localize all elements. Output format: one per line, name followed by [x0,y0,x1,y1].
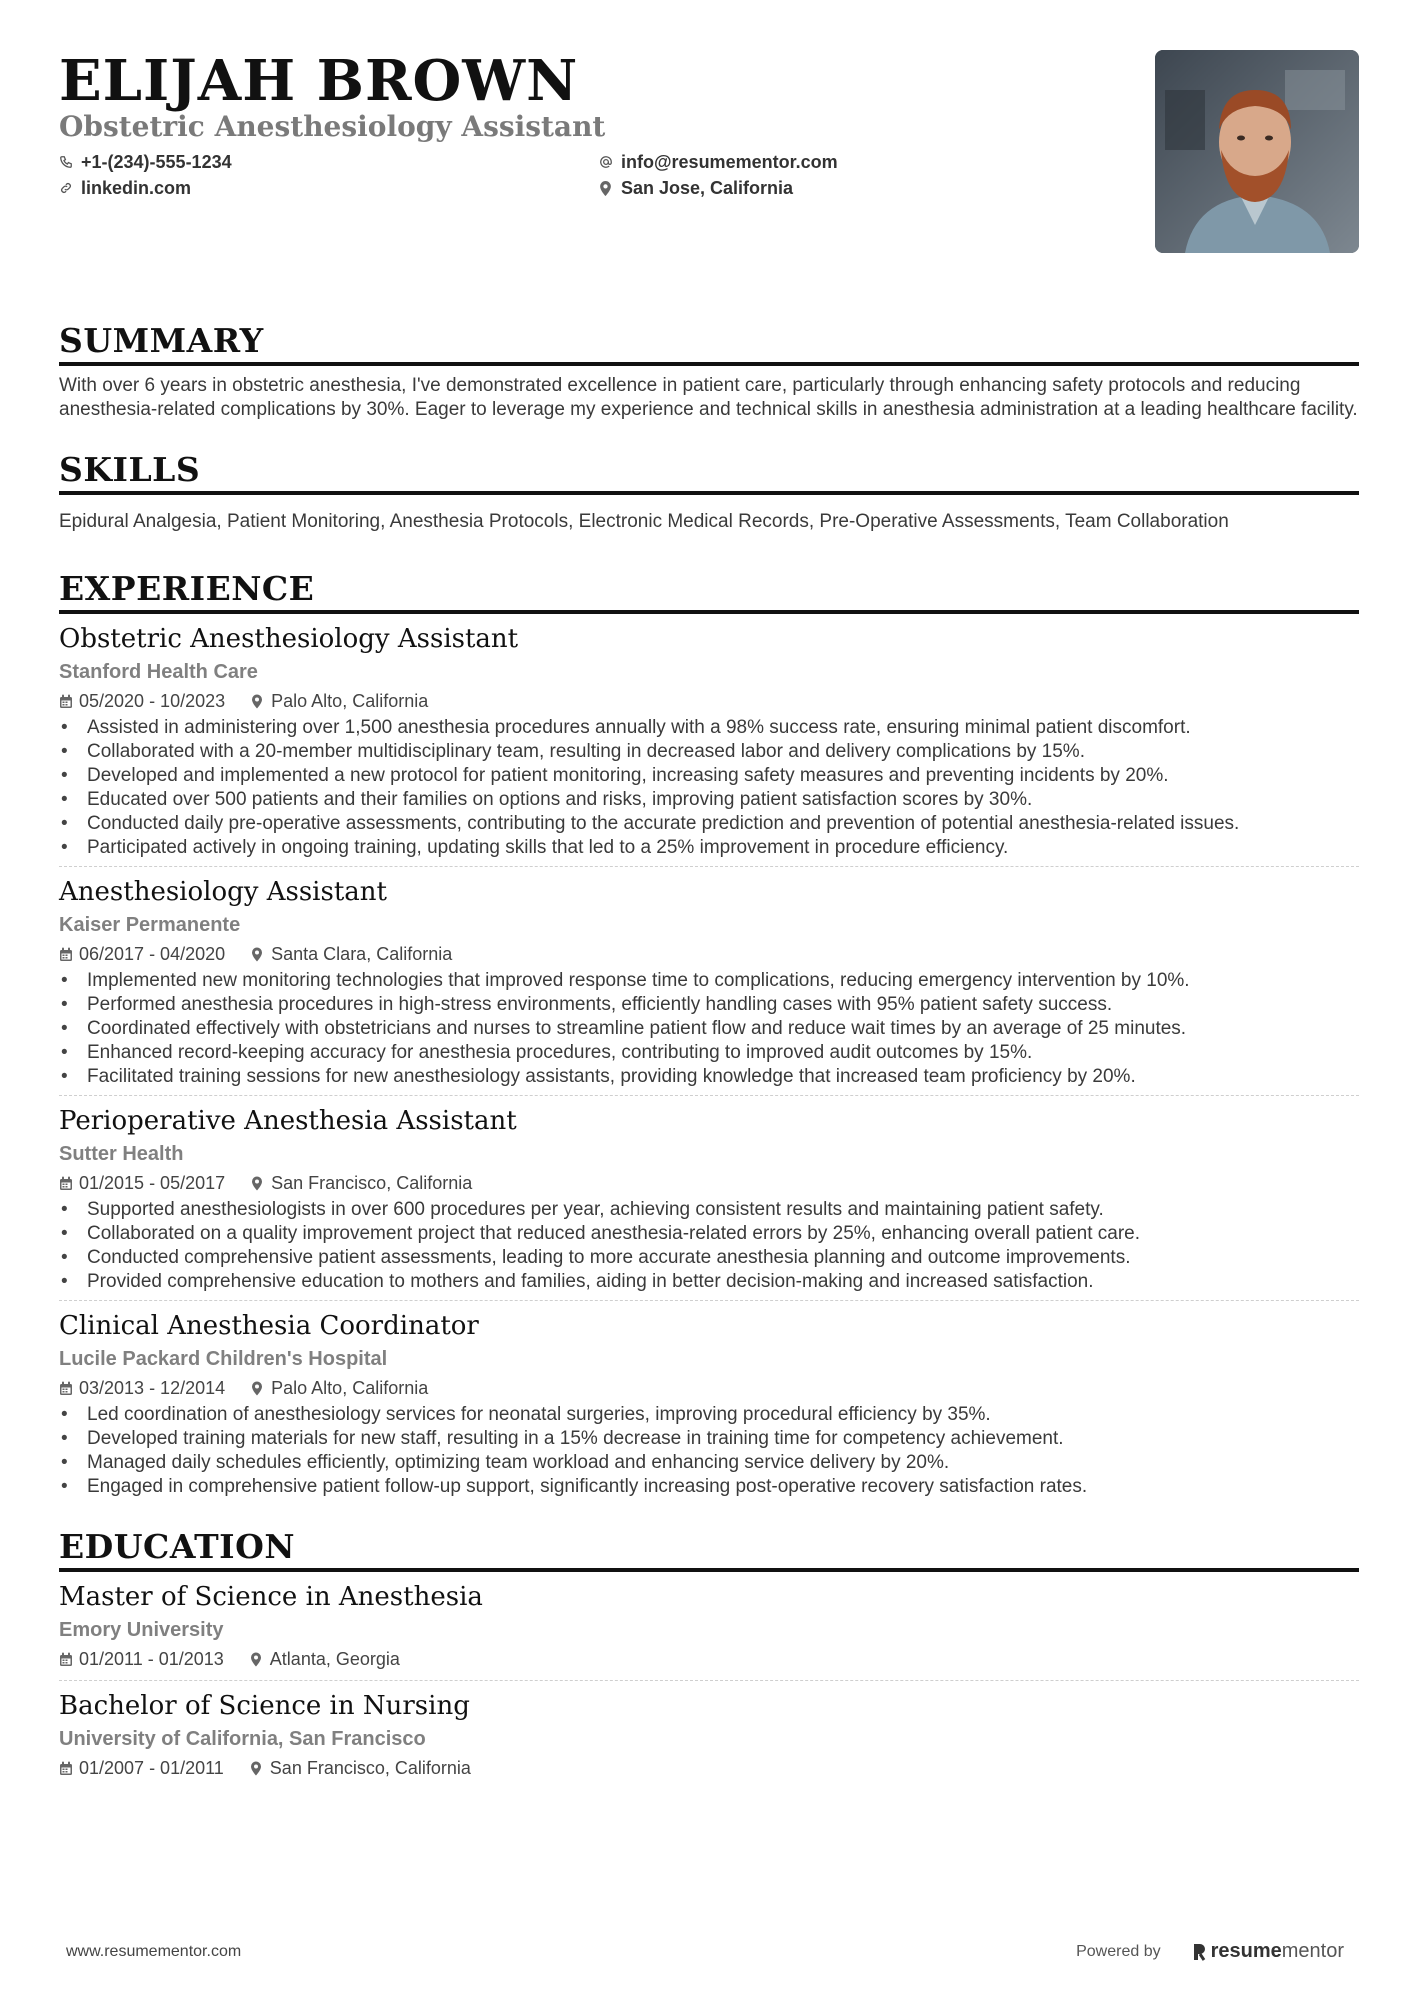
school-name: Emory University [59,1619,224,1641]
bullet-item: • Collaborated on a quality improvement project that reduced anesthesia-related errors by 25%, enhancing overall patient care. [59,1222,1359,1246]
date-range: 01/2007 - 01/2011 [79,1758,224,1778]
job-location: Santa Clara, California [271,944,453,964]
date-range: 05/2020 - 10/2023 [79,691,226,711]
education-entry [59,1572,1359,1681]
date-range: 01/2015 - 05/2017 [79,1173,226,1193]
job-title: Clinical Anesthesia Coordinator [59,1311,479,1341]
job-entry [59,614,1359,867]
meta-row [59,1172,1359,1194]
company-name: Kaiser Permanente [59,914,241,936]
section-rule [59,491,1359,495]
meta-row [59,1757,1359,1779]
map-pin-icon [250,1761,270,1776]
summary-text: With over 6 years in obstetric anesthesia, I've demonstrated excellence in patient care, particularly through enhancing safety protocols and reducing anesthesia-related complications by 30%. Eager to leverage my experience and technical skills in anesthesia administration at a leading healthcare facility. [59,375,1358,420]
skills-section [59,450,1359,535]
date-range: 01/2011 - 01/2013 [79,1649,224,1669]
bullet-item: • Implemented new monitoring technologies that improved response time to complications, reducing emergency intervention by 10%. [59,969,1359,993]
meta-row [59,690,1359,712]
bullet-item: • Managed daily schedules efficiently, optimizing team workload and enhancing service delivery by 20%. [59,1451,1359,1475]
experience-list [59,614,1359,1499]
degree-title: Master of Science in Anesthesia [59,1582,483,1612]
bullet-item: • Performed anesthesia procedures in high-stress environments, efficiently handling cases with 95% patient safety success. [59,993,1359,1017]
skills-text: Epidural Analgesia, Patient Monitoring, Anesthesia Protocols, Electronic Medical Records, Pre-Operative Assessments, Team Collaboration [59,511,1229,532]
link-icon [59,181,81,195]
bullet-item: • Developed and implemented a new protocol for patient monitoring, increasing safety measures and preventing incidents by 20%. [59,764,1359,788]
powered-by [1076,1940,1344,1963]
job-bullets [59,969,1359,1089]
map-pin-icon [251,947,271,962]
contact-phone [59,152,599,172]
job-bullets [59,1198,1359,1294]
brand-name-light: mentor [1281,1940,1344,1962]
calendar-icon [59,1761,79,1776]
school-name: University of California, San Francisco [59,1728,426,1750]
map-pin-icon [250,1652,270,1667]
map-pin-icon [251,1176,271,1191]
job-location: Palo Alto, California [271,691,429,711]
bullet-item: • Engaged in comprehensive patient follow-up support, significantly increasing post-operative recovery satisfaction rates. [59,1475,1359,1499]
meta-row [59,1377,1359,1399]
bullet-item: • Conducted comprehensive patient assessments, leading to more accurate anesthesia planning and outcome improvements. [59,1246,1359,1270]
location-text: San Jose, California [621,177,794,198]
bullet-item: • Coordinated effectively with obstetricians and nurses to streamline patient flow and reduce wait times by an average of 25 minutes. [59,1017,1359,1041]
bullet-item: • Supported anesthesiologists in over 600 procedures per year, achieving consistent results and maintaining patient safety. [59,1198,1359,1222]
job-entry [59,1096,1359,1301]
bullet-item: • Facilitated training sessions for new anesthesiology assistants, providing knowledge that increased team proficiency by 20%. [59,1065,1359,1089]
bullet-item: • Collaborated with a 20-member multidisciplinary team, resulting in decreased labor and delivery complications by 15%. [59,740,1359,764]
degree-title: Bachelor of Science in Nursing [59,1691,470,1721]
map-pin-icon [599,181,621,196]
meta-row [59,943,1359,965]
company-name: Sutter Health [59,1143,184,1165]
education-heading: EDUCATION [59,1527,296,1566]
company-name: Stanford Health Care [59,661,258,683]
job-title: Obstetric Anesthesiology Assistant [59,624,519,654]
bullet-item: • Developed training materials for new staff, resulting in a 15% decrease in training time for competency achievement. [59,1427,1359,1451]
job-location: Palo Alto, California [271,1378,429,1398]
email-link[interactable]: info@resumementor.com [621,151,838,172]
education-entry [59,1681,1359,1779]
job-location: San Francisco, California [271,1173,473,1193]
contact-email [599,152,999,172]
job-bullets [59,716,1359,860]
brand-logo[interactable] [1191,1940,1344,1963]
job-location: San Francisco, California [269,1758,471,1778]
bullet-item: • Educated over 500 patients and their families on options and risks, improving patient satisfaction scores by 30%. [59,788,1359,812]
summary-section [59,321,1359,422]
phone-icon [59,155,81,169]
at-icon [599,155,621,169]
map-pin-icon [251,1381,271,1396]
brand-logo-icon [1191,1942,1207,1962]
job-location: Atlanta, Georgia [269,1649,400,1669]
experience-section [59,569,1359,1499]
date-range: 03/2013 - 12/2014 [79,1378,226,1398]
calendar-icon [59,1652,79,1667]
calendar-icon [59,1176,79,1191]
job-title: Anesthesiology Assistant [59,877,387,907]
contact-linkedin [59,178,599,198]
bullet-item: • Participated actively in ongoing training, updating skills that led to a 25% improvement in procedure efficiency. [59,836,1359,860]
education-list [59,1572,1359,1779]
meta-row [59,1648,1359,1670]
linkedin-link[interactable]: linkedin.com [81,177,192,198]
candidate-name: ELIJAH BROWN [59,48,579,114]
bullet-item: • Enhanced record-keeping accuracy for anesthesia procedures, contributing to improved audit outcomes by 15%. [59,1041,1359,1065]
calendar-icon [59,694,79,709]
map-pin-icon [251,694,271,709]
date-range: 06/2017 - 04/2020 [79,944,226,964]
experience-heading: EXPERIENCE [59,569,315,608]
bullet-item: • Provided comprehensive education to mothers and families, aiding in better decision-making and increased satisfaction. [59,1270,1359,1294]
job-entry [59,867,1359,1096]
job-title: Perioperative Anesthesia Assistant [59,1106,517,1136]
calendar-icon [59,1381,79,1396]
brand-name-bold: resume [1210,1940,1282,1962]
phone-text: +1-(234)-555-1234 [81,151,232,172]
powered-by-label: Powered by [1076,1942,1161,1960]
profile-photo [1155,50,1359,253]
job-bullets [59,1403,1359,1499]
bullet-item: • Assisted in administering over 1,500 anesthesia procedures annually with a 98% success rate, ensuring minimal patient discomfort. [59,716,1359,740]
bullet-item: • Conducted daily pre-operative assessments, contributing to the accurate prediction and prevention of potential anesthesia-related issues. [59,812,1359,836]
candidate-title: Obstetric Anesthesiology Assistant [59,110,606,143]
bullet-item: • Led coordination of anesthesiology services for neonatal surgeries, improving procedural efficiency by 35%. [59,1403,1359,1427]
job-entry [59,1301,1359,1499]
resume-header [59,48,1359,263]
education-section [59,1527,1359,1779]
company-name: Lucile Packard Children's Hospital [59,1348,388,1370]
calendar-icon [59,947,79,962]
page-footer [66,1940,1344,1963]
contact-location [599,178,999,198]
summary-heading: SUMMARY [59,321,264,360]
section-rule [59,362,1359,366]
footer-url-link[interactable]: www.resumementor.com [66,1942,242,1960]
skills-heading: SKILLS [59,450,201,489]
